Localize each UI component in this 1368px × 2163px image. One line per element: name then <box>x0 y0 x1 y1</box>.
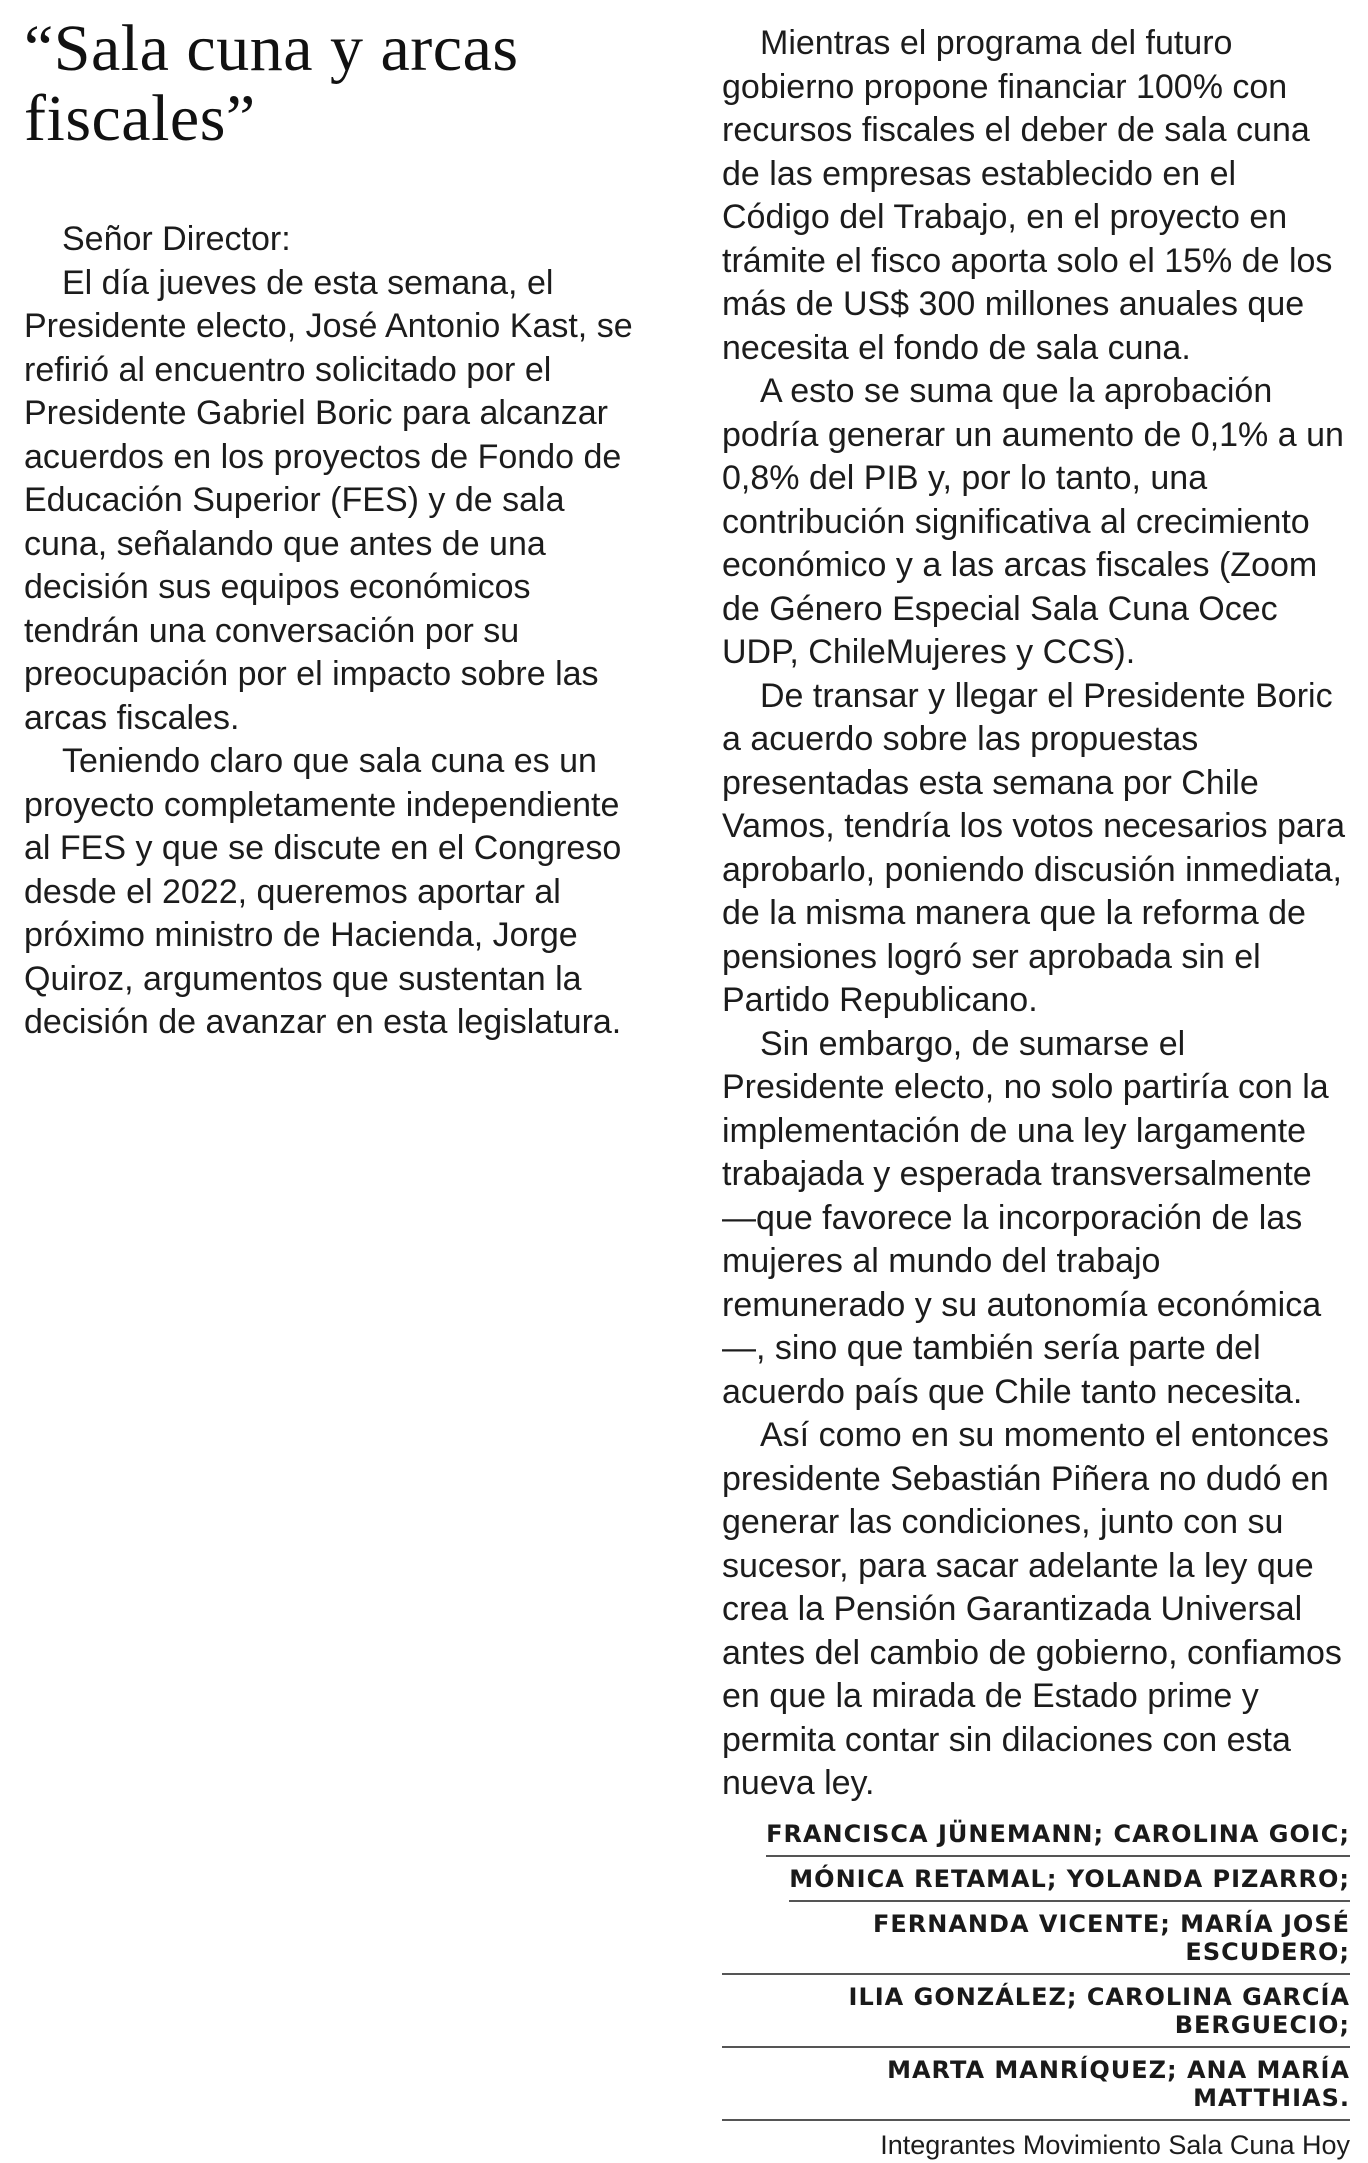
paragraph: El día jueves de esta semana, el Presidente electo, José Antonio Kast, se refirió al encuentro solicitado por el Presidente Gabriel Boric para alcanzar acuerdos en los proyectos de Fondo de Educación Superior (FES) y de sala cuna, señalando que antes de una decisión sus equipos económicos tendrán una conversación por su preocupación por el impacto sobre las arcas fiscales. <box>24 263 633 737</box>
signature-line: MÓNICA RETAMAL; YOLANDA PIZARRO; <box>789 1857 1350 1902</box>
affiliation: Integrantes Movimiento Sala Cuna Hoy <box>880 2129 1350 2160</box>
headline-line-1: “Sala cuna y arcas <box>24 12 519 85</box>
signature-block <box>722 1812 1350 2121</box>
paragraph: De transar y llegar el Presidente Boric a acuerdo sobre las propuestas presentadas esta semana por Chile Vamos, tendría los votos necesarios para aprobarlo, poniendo discusión inmediata, de la misma manera que la reforma de pensiones logró ser aprobada sin el Partido Republicano. <box>722 676 1346 1019</box>
headline-line-2: fiscales” <box>24 82 256 155</box>
paragraph: Mientras el programa del futuro gobierno propone financiar 100% con recursos fiscales el deber de sala cuna de las empresas establecido en el Código del Trabajo, en el proyecto en trámite el fisco aporta solo el 15% de los más de US$ 300 millones anuales que necesita el fondo de sala cuna. <box>722 24 1333 367</box>
paragraph: Sin embargo, de sumarse el Presidente electo, no solo partiría con la implementación de una ley largamente trabajada y esperada transversalmente —que favorece la incorporación de las mujeres al mundo del trabajo remunerado y su autonomía económica—, sino que también sería parte del acuerdo país que Chile tanto necesita. <box>722 1024 1329 1411</box>
headline <box>24 14 654 154</box>
salutation: Señor Director: <box>62 220 291 258</box>
signature-line: FERNANDA VICENTE; MARÍA JOSÉ ESCUDERO; <box>722 1902 1350 1975</box>
paragraph: Así como en su momento el entonces presidente Sebastián Piñera no dudó en generar las condiciones, junto con su sucesor, para sacar adelante la ley que crea la Pensión Garantizada Universal antes del cambio de gobierno, confiamos en que la mirada de Estado prime y permita contar sin dilaciones con esta nueva ley. <box>722 1416 1342 1802</box>
paragraph: A esto se suma que la aprobación podría generar un aumento de 0,1% a un 0,8% del PIB y, por lo tanto, una contribución significativa al crecimiento económico y a las arcas fiscales (Zoom de Género Especial Sala Cuna Ocec UDP, ChileMujeres y CCS). <box>722 372 1344 671</box>
paragraph: Teniendo claro que sala cuna es un proyecto completamente independiente al FES y que se discute en el Congreso desde el 2022, queremos aportar al próximo ministro de Hacienda, Jorge Quiroz, argumentos que sustentan la decisión de avanzar en esta legislatura. <box>24 742 622 1041</box>
signature-line: MARTA MANRÍQUEZ; ANA MARÍA MATTHIAS. <box>722 2048 1350 2121</box>
signature-line: ILIA GONZÁLEZ; CAROLINA GARCÍA BERGUECIO; <box>722 1975 1350 2048</box>
right-column <box>722 22 1350 2163</box>
letter-body-left <box>24 218 654 1045</box>
left-column <box>24 14 654 1045</box>
letter-body-right <box>722 22 1350 1806</box>
signature-line: FRANCISCA JÜNEMANN; CAROLINA GOIC; <box>766 1812 1350 1857</box>
